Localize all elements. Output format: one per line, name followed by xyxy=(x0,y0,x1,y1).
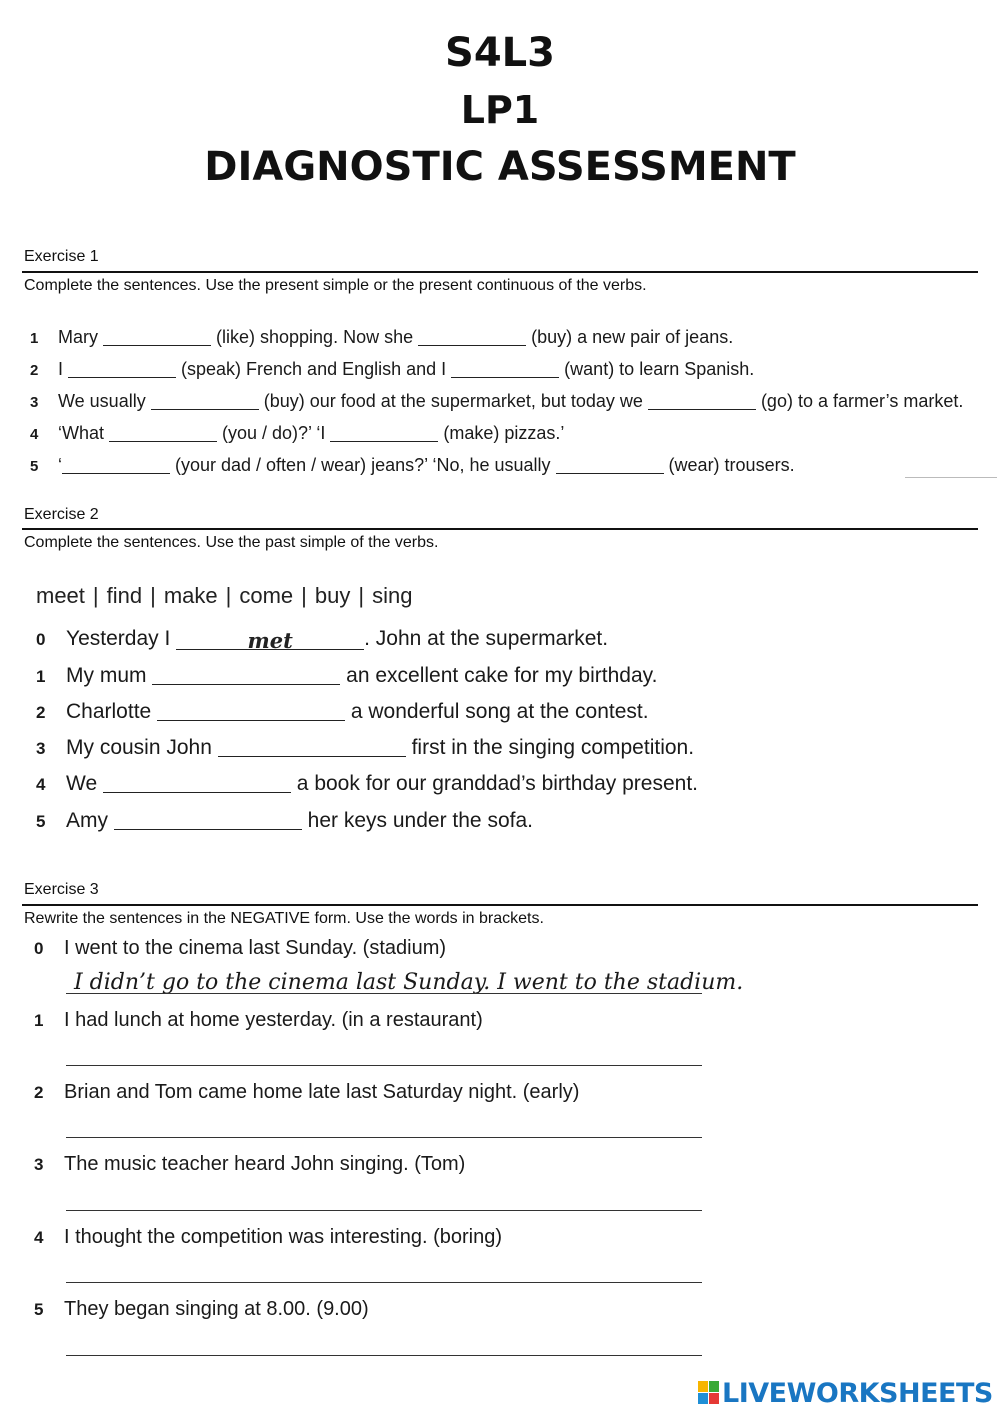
item-number: 3 xyxy=(30,394,39,411)
answer-blank[interactable] xyxy=(157,699,345,721)
answer-blank[interactable] xyxy=(151,391,259,410)
example-answer-blank xyxy=(176,628,364,653)
item-text: (your dad / often / wear) jeans?’ ‘No, he usually xyxy=(170,455,556,475)
exercise-3-item xyxy=(22,1081,579,1104)
liveworksheets-logo xyxy=(698,1376,993,1410)
answer-blank[interactable] xyxy=(103,771,291,793)
item-text: (buy) a new pair of jeans. xyxy=(526,327,734,347)
item-text: Charlotte xyxy=(66,700,158,723)
item-text: ‘ xyxy=(58,455,62,475)
answer-blank[interactable] xyxy=(109,423,217,442)
exercise-1-label: Exercise 1 xyxy=(24,248,99,265)
answer-blank[interactable] xyxy=(103,327,211,346)
word-bank-item: find xyxy=(106,583,143,608)
exercise-1-item xyxy=(22,423,564,444)
word-bank-item: meet xyxy=(36,583,85,608)
item-text: (buy) our food at the supermarket, but today we xyxy=(258,391,648,411)
answer-blank[interactable] xyxy=(152,663,340,685)
item-text: My cousin John xyxy=(66,736,218,759)
title-course-code: S4L3 xyxy=(445,30,555,76)
answer-line[interactable] xyxy=(66,1137,702,1138)
item-text: . John at the supermarket. xyxy=(364,627,609,650)
exercise-1-item xyxy=(22,391,963,412)
exercise-2-example xyxy=(22,627,608,651)
item-text: My mum xyxy=(66,664,153,687)
item-text: (wear) trousers. xyxy=(663,455,795,475)
separator: | xyxy=(92,583,99,608)
item-number: 4 xyxy=(30,426,39,443)
exercise-3-instruction: Rewrite the sentences in the NEGATIVE form. Use the words in brackets. xyxy=(24,910,544,927)
separator: | xyxy=(150,583,156,608)
word-bank xyxy=(36,583,412,609)
item-text: Mary xyxy=(58,327,103,347)
answer-blank[interactable] xyxy=(556,455,664,474)
exercise-2-item xyxy=(22,771,698,796)
item-text: We usually xyxy=(58,391,151,411)
word-bank-item: make xyxy=(163,583,218,608)
item-number: 0 xyxy=(34,939,44,958)
answer-blank[interactable] xyxy=(418,327,526,346)
item-text: Yesterday I xyxy=(66,627,177,650)
page-title: DIAGNOSTIC ASSESSMENT xyxy=(204,144,796,190)
separator: | xyxy=(301,583,307,608)
exercise-3-divider xyxy=(22,904,978,906)
item-number: 5 xyxy=(34,1300,44,1319)
exercise-3-item xyxy=(22,1009,483,1032)
item-text: I xyxy=(58,359,69,379)
logo-mark-icon xyxy=(698,1381,720,1405)
answer-blank[interactable] xyxy=(330,423,438,442)
item-number: 3 xyxy=(34,1155,44,1174)
item-text: her keys under the sofa. xyxy=(301,809,533,832)
item-number: 0 xyxy=(36,630,46,649)
item-number: 1 xyxy=(30,330,39,347)
exercise-2-item xyxy=(22,808,533,833)
item-number: 1 xyxy=(34,1011,44,1030)
item-text: We xyxy=(66,772,103,795)
exercise-2-item xyxy=(22,735,694,760)
exercise-2-item xyxy=(22,663,657,688)
word-bank-item: come xyxy=(239,583,294,608)
item-text: (want) to learn Spanish. xyxy=(559,359,755,379)
exercise-1-item xyxy=(22,455,795,476)
item-text: Brian and Tom came home late last Saturday night. (early) xyxy=(64,1081,580,1103)
item-text: (you / do)?’ ‘I xyxy=(217,423,331,443)
item-text: ‘What xyxy=(58,423,110,443)
item-text: (like) shopping. Now she xyxy=(211,327,419,347)
exercise-3-item xyxy=(22,1298,369,1321)
separator: | xyxy=(225,583,232,608)
decorative-line xyxy=(905,477,997,478)
exercise-2-instruction: Complete the sentences. Use the past simple of the verbs. xyxy=(24,534,439,551)
exercise-2-divider xyxy=(22,528,978,530)
exercise-3-item xyxy=(22,1226,502,1249)
answer-blank[interactable] xyxy=(648,391,756,410)
item-text: an excellent cake for my birthday. xyxy=(340,664,658,687)
item-number: 4 xyxy=(36,775,46,794)
item-text: I had lunch at home yesterday. (in a restaurant) xyxy=(64,1009,483,1031)
answer-blank[interactable] xyxy=(62,455,170,474)
item-text: (speak) French and English and I xyxy=(176,359,452,379)
item-number: 5 xyxy=(36,812,46,831)
item-text: The music teacher heard John singing. (Tom) xyxy=(64,1153,466,1175)
example-answer: met xyxy=(247,628,293,653)
answer-line[interactable] xyxy=(66,1210,702,1211)
item-text: (make) pizzas.’ xyxy=(438,423,565,443)
item-text: I went to the cinema last Sunday. (stadium) xyxy=(64,937,447,959)
word-bank-item: buy xyxy=(314,583,351,608)
exercise-1-item xyxy=(22,359,754,380)
title-lesson: LP1 xyxy=(460,88,540,132)
item-number: 2 xyxy=(30,362,39,379)
item-number: 3 xyxy=(36,739,46,758)
item-text: first in the singing competition. xyxy=(405,736,695,759)
item-text: a wonderful song at the contest. xyxy=(345,700,649,723)
answer-blank[interactable] xyxy=(114,808,302,830)
exercise-1-item xyxy=(22,327,733,348)
exercise-2-label: Exercise 2 xyxy=(24,506,99,523)
example-answer-line xyxy=(66,993,702,994)
answer-line[interactable] xyxy=(66,1355,702,1356)
exercise-1-instruction: Complete the sentences. Use the present simple or the present continuous of the verbs. xyxy=(24,277,647,294)
exercise-1-divider xyxy=(22,271,978,273)
answer-blank[interactable] xyxy=(451,359,559,378)
separator: | xyxy=(358,583,365,608)
item-number: 4 xyxy=(34,1228,44,1247)
item-text: (go) to a farmer’s market. xyxy=(755,391,964,411)
exercise-3-item xyxy=(22,1153,465,1176)
example-answer: I didn’t go to the cinema last Sunday. I went to the stadium. xyxy=(74,970,744,995)
item-number: 2 xyxy=(34,1083,44,1102)
item-text: Amy xyxy=(66,809,114,832)
answer-blank[interactable] xyxy=(218,735,406,757)
item-number: 2 xyxy=(36,703,46,722)
item-number: 1 xyxy=(36,667,46,686)
exercise-3-example xyxy=(22,937,446,960)
word-bank-item: sing xyxy=(372,583,413,608)
item-number: 5 xyxy=(30,458,39,475)
exercise-2-item xyxy=(22,699,649,724)
item-text: a book for our granddad’s birthday present. xyxy=(290,772,699,795)
answer-line[interactable] xyxy=(66,1065,702,1066)
item-text: They began singing at 8.00. (9.00) xyxy=(64,1298,369,1320)
answer-line[interactable] xyxy=(66,1282,702,1283)
exercise-3-label: Exercise 3 xyxy=(24,881,99,898)
item-text: I thought the competition was interesting. (boring) xyxy=(64,1226,503,1248)
answer-blank[interactable] xyxy=(68,359,176,378)
logo-text: LIVEWORKSHEETS xyxy=(722,1377,993,1409)
